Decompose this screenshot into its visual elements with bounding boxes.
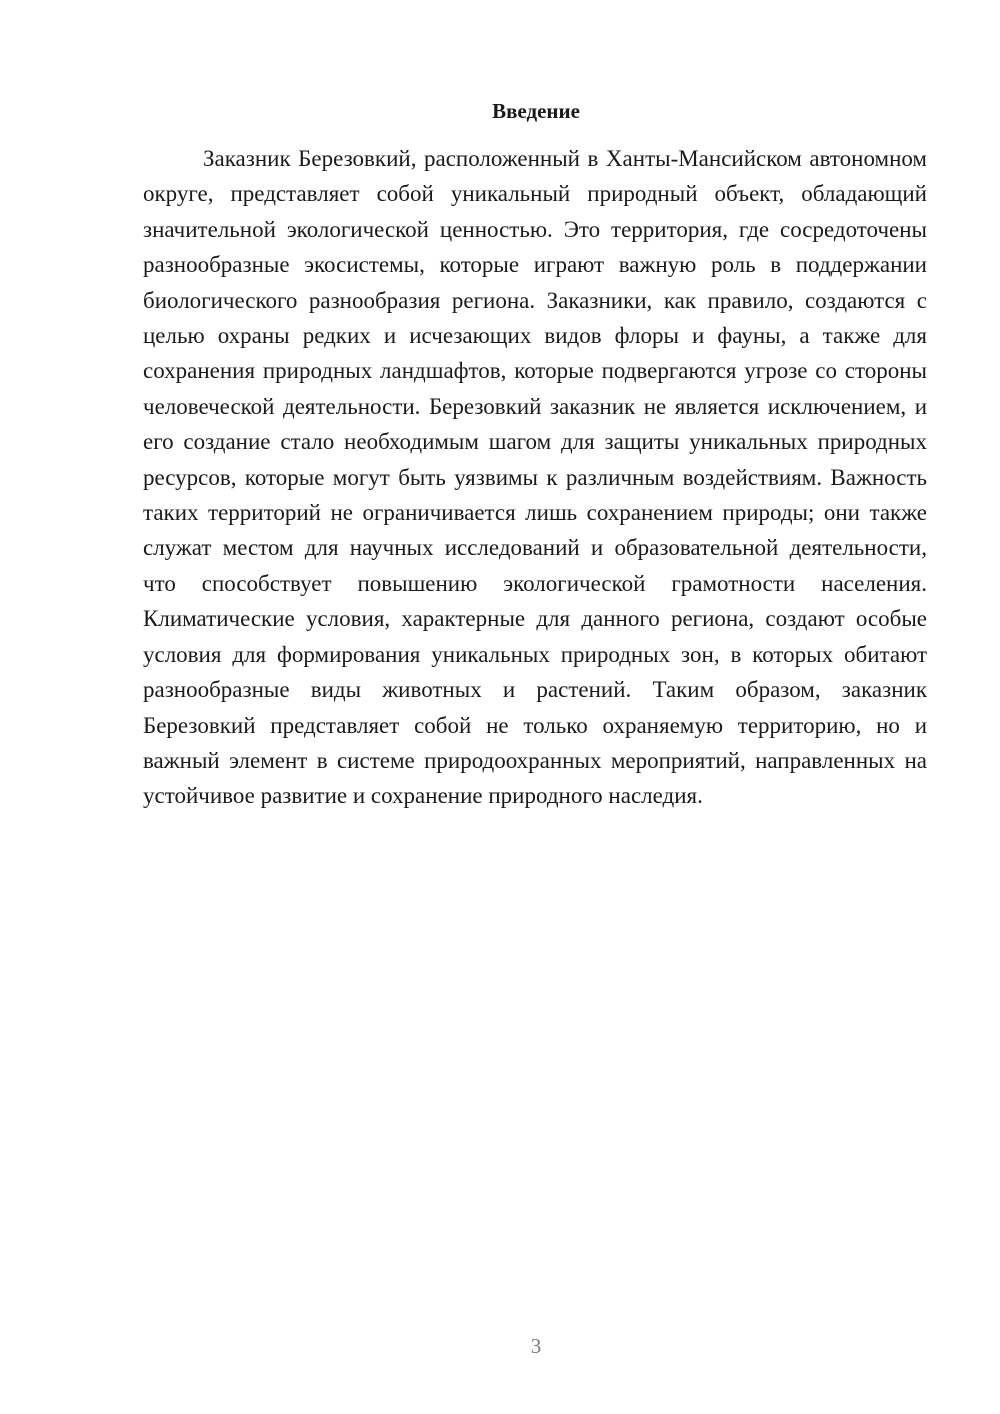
section-title: Введение — [492, 99, 580, 123]
introduction-paragraph: Заказник Березовкий, расположенный в Ханты-Мансийском автономном округе, представляет собой уникальный природный объект, обладающий значительной экологической ценностью. Это территория, где сосредоточены разнообразные экосистемы, которые играют важную роль в поддержании биологического разнообразия региона. Заказники, как правило, создаются с целью охраны редких и исчезающих видов флоры и фауны, а также для сохранения природных ландшафтов, которые подвергаются угрозе со стороны человеческой деятельности. Березовкий заказник не является исключением, и его создание стало необходимым шагом для защиты уникальных природных ресурсов, которые могут быть уязвимы к различным воздействиям. Важность таких территорий не ограничивается лишь сохранением природы; они также служат местом для научных исследований и образовательной деятельности, что способствует повышению экологической грамотности населения. Климатические условия, характерные для данного региона, создают особые условия для формирования уникальных природных зон, в которых обитают разнообразные виды животных и растений. Таким образом, заказник Березовкий представляет собой не только охраняемую территорию, но и важный элемент в системе природоохранных мероприятий, направленных на устойчивое развитие и сохранение природного наследия. — [143, 146, 927, 809]
page-number: 3 — [530, 1334, 542, 1358]
